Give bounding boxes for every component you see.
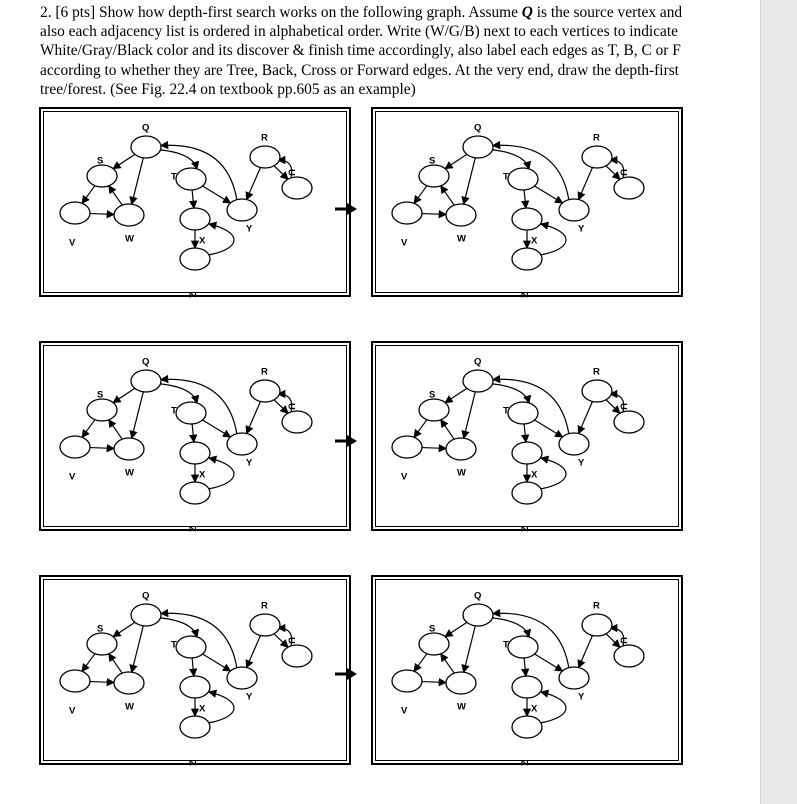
- vertex-label-s: S: [429, 389, 436, 401]
- edge-r-y: [247, 401, 261, 433]
- edge-v-w: [90, 448, 114, 449]
- edge-q-s: [113, 622, 135, 636]
- graph-drawing: [373, 109, 685, 299]
- edge-w-s: [441, 654, 454, 673]
- edge-u-r: [278, 394, 292, 412]
- vertex-label-s: S: [97, 623, 104, 635]
- vertex-x: [180, 676, 210, 698]
- vertex-label-x: X: [531, 469, 538, 481]
- vertex-v: [392, 670, 422, 692]
- vertex-z: [180, 248, 210, 270]
- vertex-label-r: R: [593, 600, 600, 612]
- edge-z-x: [540, 224, 566, 255]
- vertex-label-u: U: [617, 637, 629, 644]
- vertex-label-w: W: [125, 701, 134, 713]
- vertex-label-z: Z: [518, 760, 530, 766]
- vertex-label-y: Y: [578, 691, 585, 703]
- edge-u-r: [278, 628, 292, 646]
- edge-v-w: [422, 448, 446, 449]
- vertex-label-v: V: [69, 705, 76, 717]
- vertex-label-q: Q: [474, 590, 482, 602]
- edge-r-y: [247, 167, 261, 199]
- edge-u-r: [610, 160, 624, 178]
- vertex-u: [614, 411, 644, 433]
- vertex-label-q: Q: [474, 356, 482, 368]
- vertex-v: [60, 202, 90, 224]
- edge-w-s: [441, 420, 454, 439]
- edge-q-s: [445, 388, 467, 402]
- vertex-label-q: Q: [142, 590, 150, 602]
- edge-t-x: [524, 424, 526, 442]
- edge-r-u: [274, 634, 288, 647]
- vertex-label-v: V: [401, 705, 408, 717]
- vertex-label-y: Y: [578, 457, 585, 469]
- vertex-q: [131, 136, 161, 158]
- vertex-label-s: S: [97, 155, 104, 167]
- vertex-label-u: U: [285, 637, 297, 644]
- vertex-label-x: X: [199, 469, 206, 481]
- edge-t-y: [203, 654, 231, 671]
- vertex-q: [463, 136, 493, 158]
- edge-t-y: [535, 654, 563, 671]
- vertex-z: [512, 482, 542, 504]
- edge-s-v: [414, 420, 427, 438]
- edge-q-w: [464, 158, 476, 204]
- vertex-label-z: Z: [186, 526, 198, 532]
- vertex-r: [250, 380, 280, 402]
- edge-s-v: [82, 420, 95, 438]
- vertex-y: [227, 199, 257, 221]
- vertex-label-z: Z: [186, 760, 198, 766]
- edge-y-q: [161, 145, 237, 199]
- vertex-r: [250, 146, 280, 168]
- edge-t-y: [203, 420, 231, 437]
- edge-r-u: [606, 400, 620, 413]
- vertex-u: [282, 177, 312, 199]
- vertex-label-r: R: [261, 132, 268, 144]
- vertex-label-x: X: [531, 703, 538, 715]
- edge-r-u: [606, 634, 620, 647]
- vertex-label-q: Q: [142, 356, 150, 368]
- vertex-s: [419, 165, 449, 187]
- edge-s-v: [82, 654, 95, 672]
- edge-r-u: [606, 166, 620, 179]
- vertex-label-z: Z: [518, 526, 530, 532]
- edge-t-y: [535, 420, 563, 437]
- vertex-v: [392, 436, 422, 458]
- vertex-y: [559, 433, 589, 455]
- vertex-q: [463, 370, 493, 392]
- edge-y-q: [493, 145, 569, 199]
- edge-u-r: [610, 394, 624, 412]
- vertex-label-v: V: [401, 471, 408, 483]
- vertex-w: [446, 672, 476, 694]
- edge-q-s: [113, 154, 135, 168]
- vertex-r: [250, 614, 280, 636]
- graph-panel-6: [371, 575, 683, 765]
- vertex-label-w: W: [457, 233, 466, 245]
- edge-q-t: [492, 150, 529, 169]
- vertex-label-z: Z: [186, 292, 198, 298]
- edge-t-y: [203, 186, 231, 203]
- vertex-v: [60, 670, 90, 692]
- edge-t-x: [192, 424, 194, 442]
- vertex-label-v: V: [401, 237, 408, 249]
- vertex-u: [614, 177, 644, 199]
- vertex-label-t: T: [503, 639, 509, 651]
- vertex-label-v: V: [69, 237, 76, 249]
- vertex-y: [227, 667, 257, 689]
- vertex-r: [582, 380, 612, 402]
- arrow-right-icon: [335, 202, 357, 216]
- edge-q-s: [445, 154, 467, 168]
- vertex-x: [512, 676, 542, 698]
- edge-v-w: [422, 682, 446, 683]
- graph-panel-3: [39, 341, 351, 531]
- edge-y-q: [493, 379, 569, 433]
- edge-r-u: [274, 166, 288, 179]
- edge-q-t: [160, 618, 197, 637]
- vertex-label-x: X: [531, 235, 538, 247]
- arrow-right-icon: [335, 434, 357, 448]
- vertex-z: [512, 716, 542, 738]
- vertex-q: [463, 604, 493, 626]
- vertex-q: [131, 370, 161, 392]
- graph-panel-1: [39, 107, 351, 297]
- edge-u-r: [610, 628, 624, 646]
- vertex-y: [559, 199, 589, 221]
- edge-t-x: [192, 190, 194, 208]
- vertex-r: [582, 146, 612, 168]
- problem-text-before: Show how depth-first search works on the following graph. Assume: [99, 4, 518, 21]
- vertex-label-u: U: [285, 403, 297, 410]
- vertex-t: [176, 168, 206, 190]
- vertex-r: [582, 614, 612, 636]
- vertex-label-r: R: [593, 132, 600, 144]
- vertex-s: [87, 633, 117, 655]
- edge-q-t: [160, 150, 197, 169]
- source-vertex: Q: [521, 4, 533, 21]
- vertex-label-r: R: [261, 366, 268, 378]
- edge-t-x: [524, 658, 526, 676]
- vertex-label-q: Q: [474, 122, 482, 134]
- vertex-s: [419, 633, 449, 655]
- vertex-label-x: X: [199, 703, 206, 715]
- vertex-label-w: W: [125, 467, 134, 479]
- edge-r-y: [579, 167, 593, 199]
- vertex-label-w: W: [457, 467, 466, 479]
- vertex-w: [114, 438, 144, 460]
- edge-q-t: [492, 618, 529, 637]
- vertex-label-u: U: [617, 403, 629, 410]
- vertex-label-w: W: [125, 233, 134, 245]
- edge-y-q: [161, 379, 237, 433]
- edge-y-q: [161, 613, 237, 667]
- vertex-w: [446, 438, 476, 460]
- vertex-q: [131, 604, 161, 626]
- problem-text-after: is the source vertex and also each adjacency list is ordered in alphabetical order. Write (W/G/B) next to each vertices to indicate White/Gray/Black color and its discover & finish time accordingly, also label each edges as T, B, C or F according to whether they are Tree, Back, Cross or Forward edges. At the very end, draw the depth-first tree/forest. (See Fig. 22.4 on textbook pp.605 as an example): [40, 4, 683, 98]
- edge-z-x: [208, 692, 234, 723]
- problem-points: [6 pts]: [55, 4, 96, 21]
- vertex-v: [392, 202, 422, 224]
- vertex-t: [176, 402, 206, 424]
- edge-r-y: [579, 635, 593, 667]
- vertex-t: [508, 402, 538, 424]
- edge-v-w: [422, 214, 446, 215]
- vertex-label-r: R: [593, 366, 600, 378]
- vertex-label-y: Y: [246, 691, 253, 703]
- vertex-t: [508, 168, 538, 190]
- edge-z-x: [540, 458, 566, 489]
- vertex-x: [180, 208, 210, 230]
- vertex-label-z: Z: [518, 292, 530, 298]
- edge-s-v: [414, 654, 427, 672]
- scrollbar[interactable]: [760, 0, 797, 804]
- edge-t-x: [524, 190, 526, 208]
- vertex-s: [87, 399, 117, 421]
- arrow-right-icon: [335, 667, 357, 681]
- vertex-y: [227, 433, 257, 455]
- problem-number: 2.: [40, 4, 52, 21]
- graph-panel-2: [371, 107, 683, 297]
- edge-t-y: [535, 186, 563, 203]
- vertex-t: [176, 636, 206, 658]
- edge-z-x: [208, 224, 234, 255]
- vertex-z: [512, 248, 542, 270]
- vertex-label-u: U: [285, 169, 297, 176]
- vertex-label-u: U: [617, 169, 629, 176]
- edge-t-x: [192, 658, 194, 676]
- vertex-label-x: X: [199, 235, 206, 247]
- vertex-u: [282, 645, 312, 667]
- vertex-v: [60, 436, 90, 458]
- edge-y-q: [493, 613, 569, 667]
- vertex-label-s: S: [97, 389, 104, 401]
- graph-drawing: [373, 577, 685, 767]
- edge-q-w: [132, 392, 144, 438]
- vertex-label-s: S: [429, 155, 436, 167]
- edge-r-y: [247, 635, 261, 667]
- vertex-label-t: T: [171, 639, 177, 651]
- vertex-z: [180, 482, 210, 504]
- vertex-x: [512, 442, 542, 464]
- vertex-label-s: S: [429, 623, 436, 635]
- edge-q-w: [132, 158, 144, 204]
- vertex-t: [508, 636, 538, 658]
- graph-drawing: [41, 109, 353, 299]
- vertex-label-r: R: [261, 600, 268, 612]
- vertex-label-v: V: [69, 471, 76, 483]
- vertex-w: [114, 204, 144, 226]
- edge-r-y: [579, 401, 593, 433]
- vertex-w: [446, 204, 476, 226]
- edge-u-r: [278, 160, 292, 178]
- vertex-z: [180, 716, 210, 738]
- graph-drawing: [41, 577, 353, 767]
- vertex-s: [87, 165, 117, 187]
- edge-z-x: [540, 692, 566, 723]
- edge-q-w: [132, 626, 144, 672]
- vertex-x: [180, 442, 210, 464]
- edge-v-w: [90, 214, 114, 215]
- vertex-label-y: Y: [246, 223, 253, 235]
- vertex-label-t: T: [503, 405, 509, 417]
- edge-w-s: [441, 186, 454, 205]
- edge-q-t: [492, 384, 529, 403]
- vertex-x: [512, 208, 542, 230]
- problem-statement: [40, 3, 690, 99]
- edge-q-s: [113, 388, 135, 402]
- graph-panel-5: [39, 575, 351, 765]
- edge-w-s: [109, 654, 122, 673]
- vertex-label-t: T: [503, 171, 509, 183]
- graph-panel-4: [371, 341, 683, 531]
- edge-v-w: [90, 682, 114, 683]
- vertex-s: [419, 399, 449, 421]
- edge-q-s: [445, 622, 467, 636]
- edge-w-s: [109, 420, 122, 439]
- graph-drawing: [373, 343, 685, 533]
- graph-drawing: [41, 343, 353, 533]
- vertex-u: [282, 411, 312, 433]
- vertex-label-t: T: [171, 405, 177, 417]
- vertex-label-w: W: [457, 701, 466, 713]
- vertex-label-q: Q: [142, 122, 150, 134]
- vertex-y: [559, 667, 589, 689]
- edge-r-u: [274, 400, 288, 413]
- edge-z-x: [208, 458, 234, 489]
- vertex-w: [114, 672, 144, 694]
- vertex-label-y: Y: [578, 223, 585, 235]
- vertex-label-t: T: [171, 171, 177, 183]
- edge-q-w: [464, 626, 476, 672]
- edge-s-v: [82, 186, 95, 204]
- vertex-u: [614, 645, 644, 667]
- vertex-label-y: Y: [246, 457, 253, 469]
- edge-q-w: [464, 392, 476, 438]
- edge-w-s: [109, 186, 122, 205]
- edge-q-t: [160, 384, 197, 403]
- edge-s-v: [414, 186, 427, 204]
